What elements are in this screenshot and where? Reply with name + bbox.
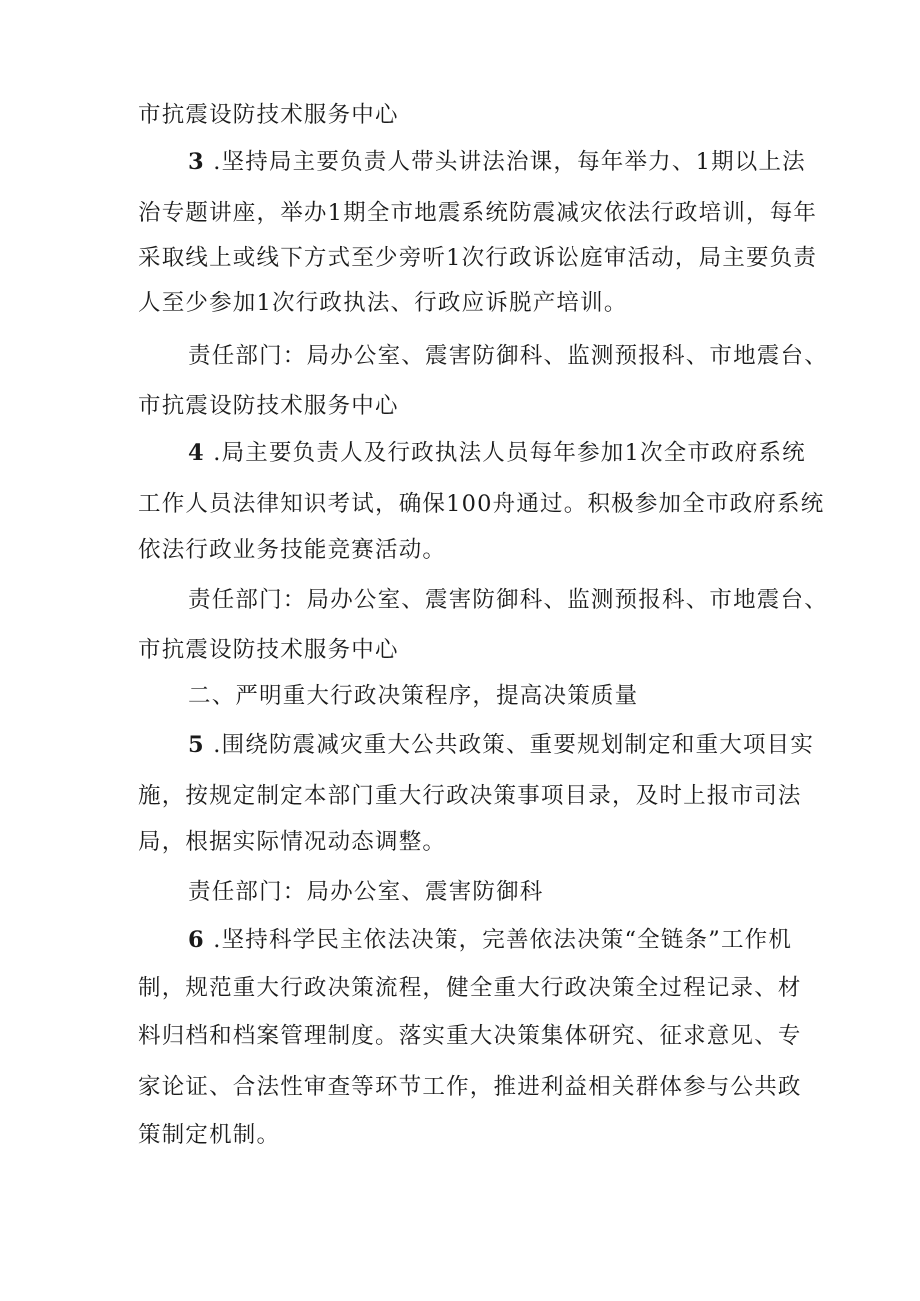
text-line-1: 市抗震设防技术服务中心 bbox=[138, 102, 399, 128]
item-number: 3 bbox=[188, 149, 205, 175]
responsibility-line-4: 市抗震设防技术服务中心 bbox=[138, 637, 399, 663]
item-number: 4 bbox=[188, 440, 205, 466]
item-3-line-4: 人至少参加1次行政执法、行政应诉脱产培训。 bbox=[138, 290, 628, 316]
item-6-line-1: 6 .坚持科学民主依法决策，完善依法决策“全链条”工作机 bbox=[188, 927, 793, 953]
item-6-line-5: 策制定机制。 bbox=[138, 1122, 281, 1148]
responsibility-line-2: 市抗震设防技术服务中心 bbox=[138, 393, 399, 419]
item-4-line-1: 4 .局主要负责人及行政执法人员每年参加1次全市政府系统 bbox=[188, 440, 806, 466]
item-5-line-3: 局，根据实际情况动态调整。 bbox=[138, 829, 447, 855]
responsibility-line-3: 责任部门：局办公室、震害防御科、监测预报科、市地震台、 bbox=[188, 587, 828, 613]
item-6-line-4: 家论证、合法性审查等环节工作，推进利益相关群体参与公共政 bbox=[138, 1074, 802, 1100]
item-5-line-2: 施，按规定制定本部门重大行政决策事项目录，及时上报市司法 bbox=[138, 783, 802, 809]
item-5-line-1: 5 .围绕防震减灾重大公共政策、重要规划制定和重大项目实 bbox=[188, 732, 815, 758]
responsibility-line-1: 责任部门：局办公室、震害防御科、监测预报科、市地震台、 bbox=[188, 343, 828, 369]
item-number: 5 bbox=[188, 732, 205, 758]
item-3-line-3: 采取线上或线下方式至少旁听1次行政诉讼庭审活动，局主要负责 bbox=[138, 245, 818, 271]
responsibility-line-5: 责任部门：局办公室、震害防御科 bbox=[188, 879, 544, 905]
item-3-line-2: 治专题讲座，举办1期全市地震系统防震减灾依法行政培训，每年 bbox=[138, 200, 818, 226]
section-heading-2: 二、严明重大行政决策程序，提高决策质量 bbox=[188, 683, 639, 709]
item-6-line-2: 制，规范重大行政决策流程，健全重大行政决策全过程记录、材 bbox=[138, 975, 802, 1001]
item-6-line-3: 料归档和档案管理制度。落实重大决策集体研究、征求意见、专 bbox=[138, 1023, 802, 1049]
item-4-line-2: 工作人员法律知识考试，确保100舟通过。积极参加全市政府系统 bbox=[138, 491, 825, 517]
item-4-line-3: 依法行政业务技能竞赛活动。 bbox=[138, 537, 447, 563]
item-3-line-1: 3 .坚持局主要负责人带头讲法治课，每年举力、1期以上法 bbox=[188, 149, 806, 175]
item-number: 6 bbox=[188, 927, 205, 953]
